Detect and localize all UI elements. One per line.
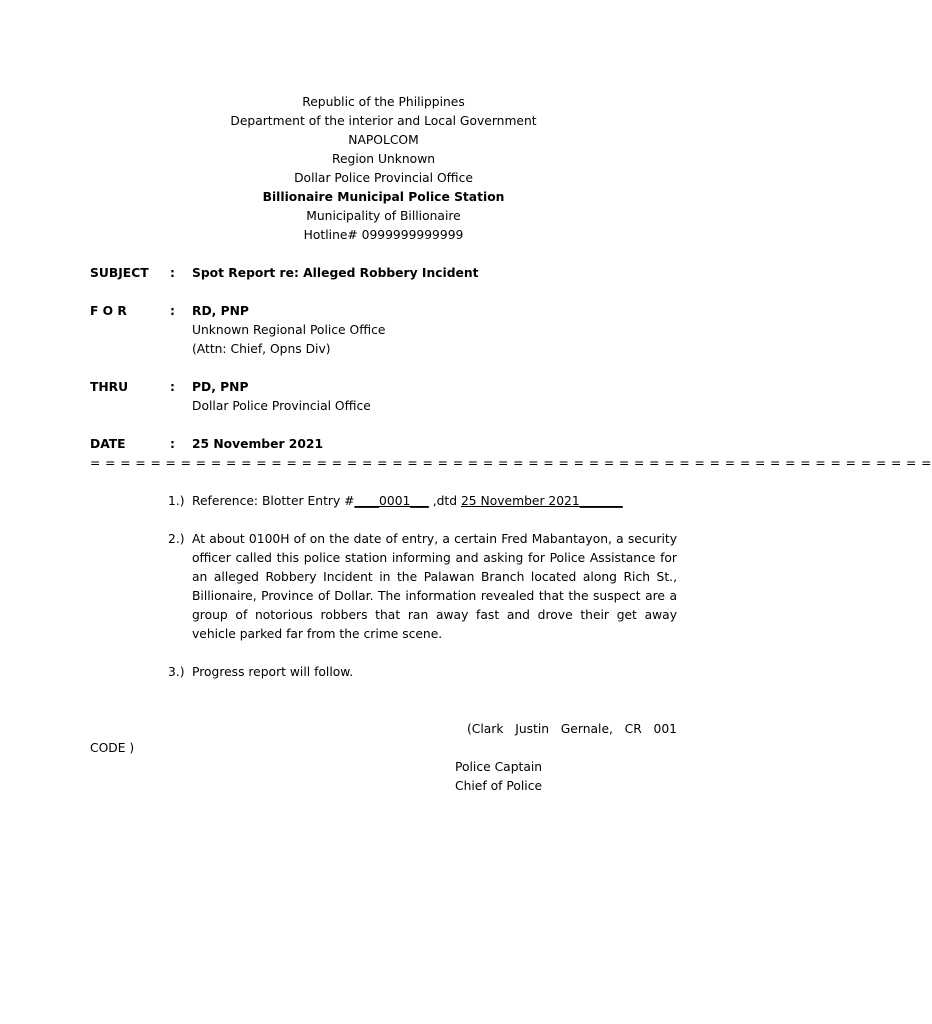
header-agency: NAPOLCOM: [348, 133, 419, 147]
for-field: [90, 302, 677, 321]
date-colon: :: [170, 437, 175, 451]
for-value: RD, PNP: [192, 304, 249, 318]
item-number: 1.): [168, 494, 185, 508]
subject-value: Spot Report re: Alleged Robbery Incident: [192, 266, 479, 280]
header-hotline: Hotline# 0999999999999: [303, 228, 464, 242]
header-provincial-office: Dollar Police Provincial Office: [294, 171, 473, 185]
date-label: DATE: [90, 437, 126, 451]
list-item-progress: [90, 663, 677, 682]
letterhead: [90, 93, 677, 245]
reference-date: 25 November 2021_______: [460, 494, 623, 508]
header-station: Billionaire Municipal Police Station: [262, 190, 505, 204]
narrative-text: At about 0100H of on the date of entry, a certain Fred Mabantayon, a security officer called this police station informing and asking for Police Assistance for an alleged Robbery Incident in the Palawan Branch located along Rich St., Billionaire, Province of Dollar. The information revealed that the suspect are a group of notorious robbers that ran away fast and drove their get away vehicle parked far from the crime scene.: [192, 532, 677, 641]
for-label: F O R: [90, 304, 127, 318]
thru-colon: :: [170, 380, 175, 394]
reference-prefix: Reference: Blotter Entry #: [192, 494, 355, 508]
progress-text: Progress report will follow.: [192, 665, 354, 679]
signatory-name: (Clark Justin Gernale, CR 001: [466, 722, 677, 736]
reference-dtd: ,dtd: [428, 494, 461, 508]
subject-label: SUBJECT: [90, 266, 149, 280]
item-number: 3.): [168, 665, 185, 679]
thru-field: [90, 378, 677, 397]
thru-office: Dollar Police Provincial Office: [192, 399, 371, 413]
blotter-entry-number: ____0001___: [354, 494, 429, 508]
thru-label: THRU: [90, 380, 129, 394]
header-country: Republic of the Philippines: [302, 95, 465, 109]
signatory-rank: Police Captain: [455, 760, 543, 774]
date-value: 25 November 2021: [192, 437, 324, 451]
header-municipality: Municipality of Billionaire: [306, 209, 461, 223]
list-item-narrative: [90, 530, 677, 644]
header-department: Department of the interior and Local Government: [230, 114, 537, 128]
item-number: 2.): [168, 532, 185, 546]
divider-line: = = = = = = = = = = = = = = = = = = = = = = = = = = = = = = = = = = = = = = = = = = = = = = = = = = = = = = = =: [90, 456, 932, 470]
signatory-code: CODE ): [90, 741, 135, 755]
spot-report-document: [90, 93, 932, 796]
list-item-reference: [90, 492, 677, 511]
date-field: [90, 435, 677, 454]
for-attention: (Attn: Chief, Opns Div): [192, 342, 331, 356]
signatory-position: Chief of Police: [455, 779, 543, 793]
subject-field: [90, 264, 677, 283]
thru-value: PD, PNP: [192, 380, 249, 394]
for-colon: :: [170, 304, 175, 318]
subject-colon: :: [170, 266, 175, 280]
for-office: Unknown Regional Police Office: [192, 323, 386, 337]
header-region: Region Unknown: [331, 152, 436, 166]
signature-block: [90, 720, 677, 739]
